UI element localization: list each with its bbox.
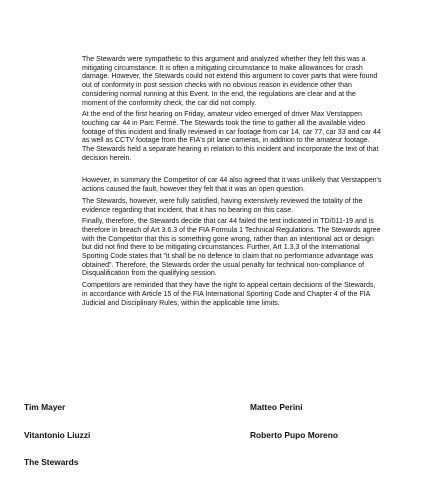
paragraph-mitigation: The Stewards were sympathetic to this argument and analyzed whether they felt this was a mitigating circumstance. It is often a mitigating circumstance to make allowances for crash damage. However, the Stewards could not extend this argument to cover parts that were found out of conformity in post session checks with no obvious reason in evidence other than considering normal running at this Event. In the end, the regulations are clear and at the moment of the conformity check, the car did not comply. xyxy=(82,56,378,107)
paragraph-decision: Finally, therefore, the Stewards decide that car 44 failed the test indicated in TD/011-19 and is therefore in breach of Art 3.6.3 of the FIA Formula 1 Technical Regulations. The Stewards agree with the Competitor that this is something gone wrong, rather than an intentional act or design but did not find there to be mitigating circumstances. Further, Art 1.3.3 of the International Sporting Code states that "it shall be no defence to claim that no performance advantage was obtained". Therefore, the Stewards order the usual penalty for technical non-compliance of Disqualification from the qualifying session. xyxy=(82,218,381,278)
stewards-signature-label: The Stewards xyxy=(24,457,79,467)
signatory-name: Matteo Perini xyxy=(250,402,303,412)
paragraph-summary: However, in summary the Competitor of car 44 also agreed that it was unlikely that Verstappen's actions caused the fault, however they felt that it was an open question. xyxy=(82,177,382,194)
signatory-name: Tim Mayer xyxy=(24,402,66,412)
paragraph-video-evidence: At the end of the first hearing on Friday, amateur video emerged of driver Max Verstappen touching car 44 in Parc Fermé. The Stewards took the time to gather all the available video footage of this incident and finally reviewed in car footage from car 14, car 77, car 33 and car 44 as well as CCTV footage from the FIA's pit lane cameras, in addition to the amateur footage. The Stewards held a separate hearing in relation to this incident and incorporate the text of that decision herein. xyxy=(82,111,381,162)
paragraph-appeal-rights: Competitors are reminded that they have the right to appeal certain decisions of the Stewards, in accordance with Article 15 of the FIA International Sporting Code and Chapter 4 of the FIA Judicial and Disciplinary Rules, within the applicable time limits. xyxy=(82,282,376,307)
signatory-name: Roberto Pupo Moreno xyxy=(250,430,338,440)
signatory-name: Vitantonio Liuzzi xyxy=(24,430,91,440)
decision-body xyxy=(82,56,382,311)
paragraph-stewards-satisfied: The Stewards, however, were fully satisfied, having extensively reviewed the totality of the evidence regarding that incident, that it has no bearing on this case. xyxy=(82,197,363,214)
